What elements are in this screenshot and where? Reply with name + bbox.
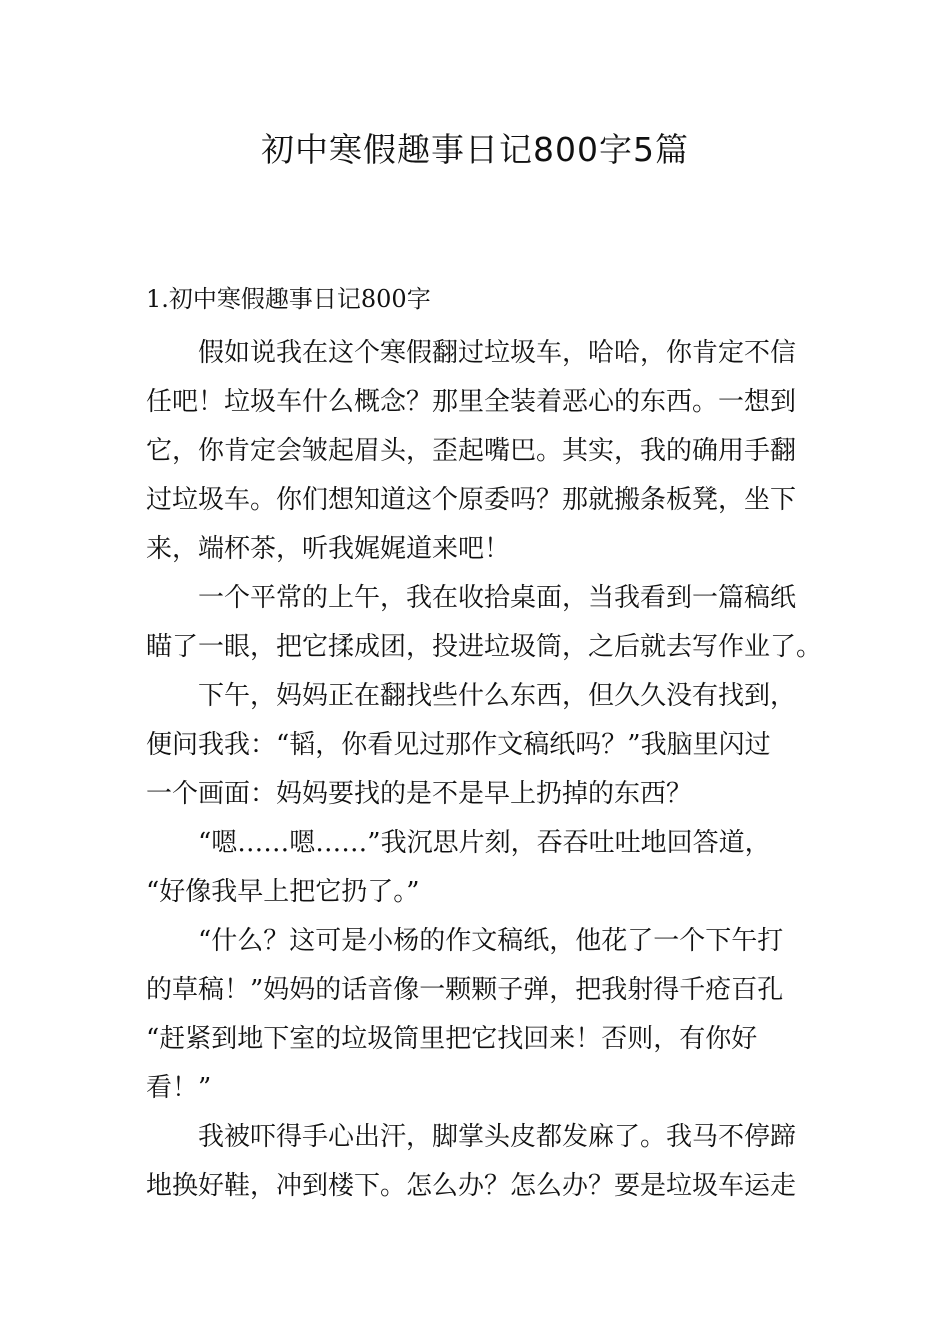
text-line: 下午，妈妈正在翻找些什么东西，但久久没有找到， xyxy=(198,681,797,711)
paragraph-6 xyxy=(146,1113,806,1211)
text-line: 看！” xyxy=(146,1073,212,1103)
text-line: 一个平常的上午，我在收拾桌面，当我看到一篇稿纸 xyxy=(198,583,797,613)
paragraph-5 xyxy=(146,917,806,1113)
text-line: 一个画面：妈妈要找的是不是早上扔掉的东西？ xyxy=(146,779,693,809)
text-line: 我被吓得手心出汗，脚掌头皮都发麻了。我马不停蹄 xyxy=(198,1122,797,1152)
text-line: “好像我早上把它扔了。” xyxy=(146,877,420,907)
text-line: 它，你肯定会皱起眉头，歪起嘴巴。其实，我的确用手翻 xyxy=(146,436,797,466)
document-title: 初中寒假趣事日记800字5篇 xyxy=(261,130,689,169)
text-line: 瞄了一眼，把它揉成团，投进垃圾筒，之后就去写作业了。 xyxy=(146,632,823,662)
text-line: 便问我我：“韬，你看见过那作文稿纸吗？”我脑里闪过 xyxy=(146,730,771,760)
text-line: 来，端杯茶，听我娓娓道来吧！ xyxy=(146,534,511,564)
text-line: “赶紧到地下室的垃圾筒里把它找回来！否则，有你好 xyxy=(146,1024,758,1054)
text-line: 过垃圾车。你们想知道这个原委吗？那就搬条板凳，坐下 xyxy=(146,485,797,515)
text-line: 地换好鞋，冲到楼下。怎么办？怎么办？要是垃圾车运走 xyxy=(146,1171,797,1201)
paragraph-3 xyxy=(146,672,806,819)
section-heading: 1.初中寒假趣事日记800字 xyxy=(146,285,431,313)
text-line: 的草稿！”妈妈的话音像一颗颗子弹，把我射得千疮百孔 xyxy=(146,975,784,1005)
paragraph-4 xyxy=(146,819,806,917)
paragraph-1 xyxy=(146,329,806,574)
text-line: “嗯……嗯……”我沉思片刻，吞吞吐吐地回答道， xyxy=(198,828,771,858)
text-line: “什么？这可是小杨的作文稿纸，他花了一个下午打 xyxy=(198,926,784,956)
text-line: 任吧！垃圾车什么概念？那里全装着恶心的东西。一想到 xyxy=(146,387,797,417)
text-line: 假如说我在这个寒假翻过垃圾车，哈哈，你肯定不信 xyxy=(198,338,797,368)
document-body xyxy=(146,329,823,1211)
paragraph-2 xyxy=(146,574,823,672)
